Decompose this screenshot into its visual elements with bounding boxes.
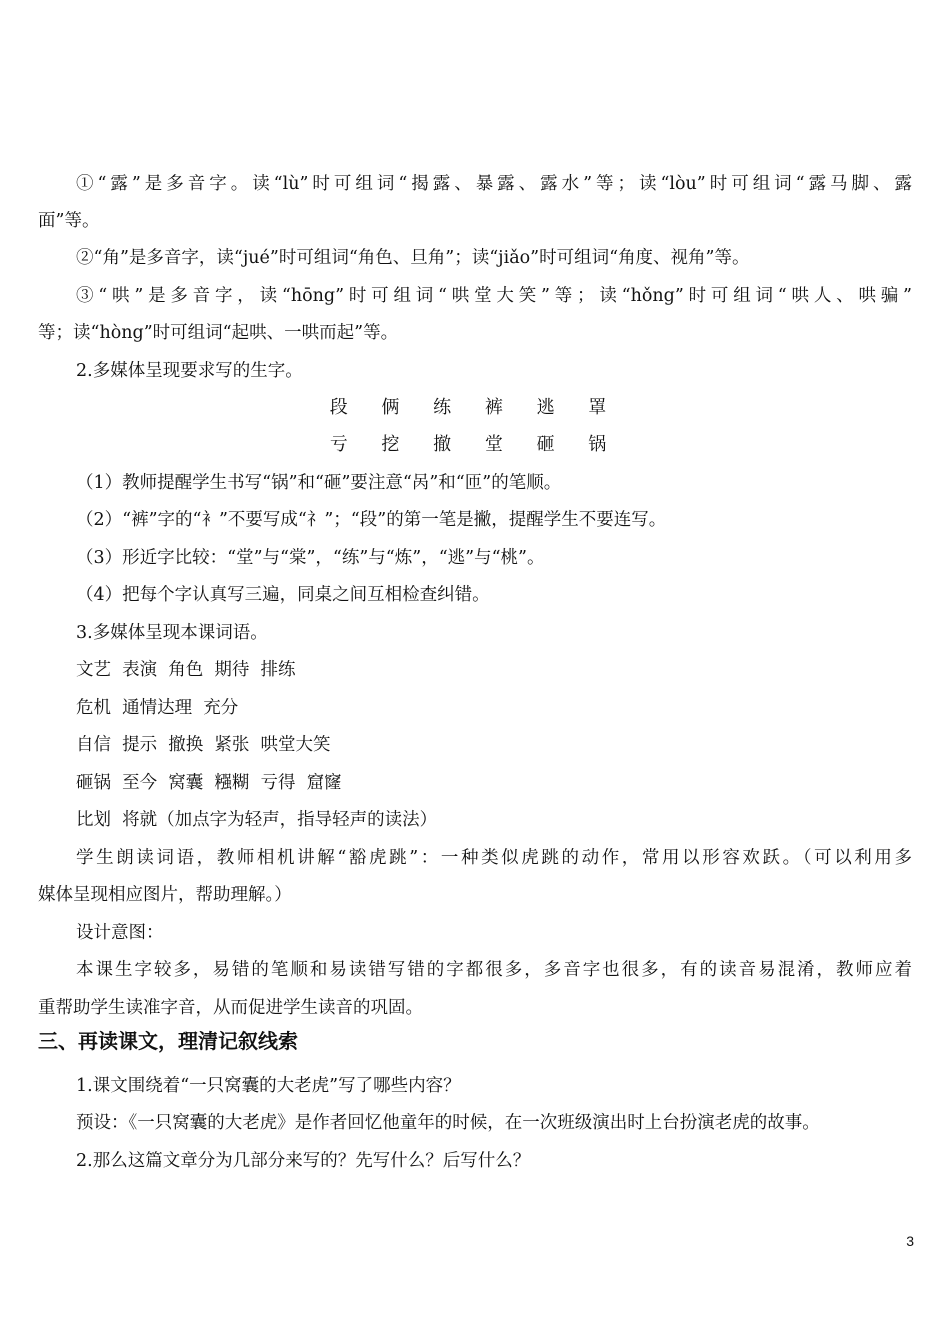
explain-line1: 学生朗读词语，教师相机讲解“豁虎跳”：一种类似虎跳的动作，常用以形容欢跃。（可以利用多 [76, 848, 912, 868]
page-number: 3 [906, 1233, 914, 1249]
word-row-4: 砸锅 至今 窝囊 糨糊 亏得 窟窿 [76, 773, 342, 793]
word-row-5: 比划 将就（加点字为轻声，指导轻声的读法） [76, 810, 438, 830]
para-hong-line1: ③“哄”是多音字，读“hōng”时可组词“哄堂大笑”等；读“hǒng”时可组词“哄人、哄骗” [76, 286, 912, 306]
design-intent-line2: 重帮助学生读准字音，从而促进学生读音的巩固。 [38, 998, 423, 1018]
design-intent-line1: 本课生字较多，易错的笔顺和易读错写错的字都很多，多音字也很多，有的读音易混淆，教师应着 [76, 960, 912, 980]
section-heading-3: 三、再读课文，理清记叙线索 [38, 1029, 298, 1053]
tip-1: （1）教师提醒学生书写“锅”和“砸”要注意“呙”和“匝”的笔顺。 [76, 473, 562, 493]
para-hong-line2: 等；读“hòng”时可组词“起哄、一哄而起”等。 [38, 323, 399, 343]
section-3-title: 3.多媒体呈现本课词语。 [76, 623, 268, 643]
design-intent-label: 设计意图： [76, 923, 164, 943]
new-chars-row-2: 亏 挖 撤 堂 砸 锅 [329, 434, 621, 455]
section-2-title: 2.多媒体呈现要求写的生字。 [76, 361, 303, 381]
para-lu-line2: 面”等。 [38, 211, 100, 231]
question-2: 2.那么这篇文章分为几部分来写的？先写什么？后写什么？ [76, 1151, 531, 1171]
word-row-3: 自信 提示 撤换 紧张 哄堂大笑 [76, 735, 331, 755]
word-row-2: 危机 通情达理 充分 [76, 698, 239, 718]
new-chars-row-1: 段 俩 练 裤 逃 罩 [329, 397, 621, 418]
question-1: 1.课文围绕着“一只窝囊的大老虎”写了哪些内容？ [76, 1076, 461, 1096]
tip-3: （3）形近字比较：“堂”与“棠”，“练”与“炼”，“逃”与“桃”。 [76, 548, 545, 568]
tip-4: （4）把每个字认真写三遍，同桌之间互相检查纠错。 [76, 585, 490, 605]
para-jiao: ②“角”是多音字，读“jué”时可组词“角色、旦角”；读“jiǎo”时可组词“角度、视角”等。 [76, 248, 750, 268]
word-row-1: 文艺 表演 角色 期待 排练 [76, 660, 296, 680]
explain-line2: 媒体呈现相应图片，帮助理解。） [38, 885, 292, 905]
para-lu-line1: ①“露”是多音字。读“lù”时可组词“揭露、暴露、露水”等；读“lòu”时可组词“露马脚、露 [76, 174, 912, 194]
tip-2: （2）“裤”字的“衤”不要写成“礻”；“段”的第一笔是撇，提醒学生不要连写。 [76, 510, 667, 530]
answer-1: 预设：《一只窝囊的大老虎》是作者回忆他童年的时候，在一次班级演出时上台扮演老虎的故事。 [76, 1113, 820, 1133]
